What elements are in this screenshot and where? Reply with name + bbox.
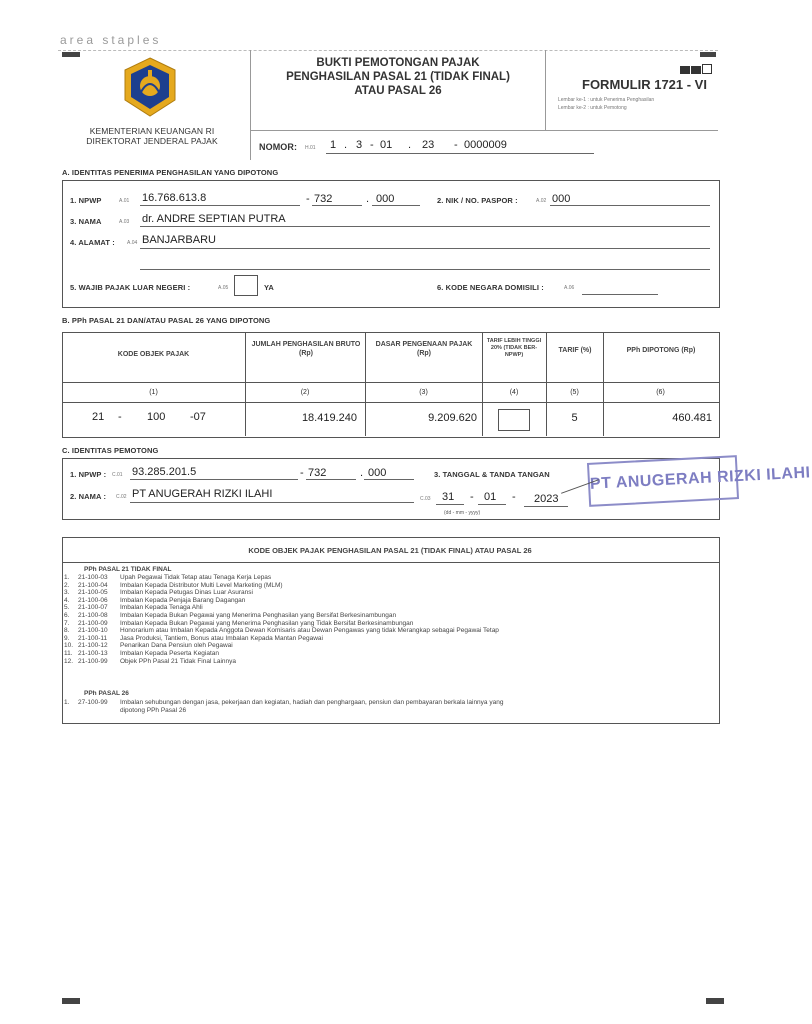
registration-mark xyxy=(700,52,716,57)
npwp-underline xyxy=(312,205,362,206)
pemotong-npwp-dot: . xyxy=(360,467,364,479)
npwp-value: 16.768.613.8 xyxy=(142,192,207,204)
title-line-2: PENGHASILAN PASAL 21 (TIDAK FINAL) xyxy=(286,71,510,83)
kode-objek-item xyxy=(64,620,714,628)
nomor-part: 1 xyxy=(330,139,337,151)
item-code: 21-100-03 xyxy=(78,574,108,581)
col-header-tarif: TARIF (%) xyxy=(558,347,592,354)
col-header-tarif-lebih: TARIF LEBIH TINGGI 20% (TIDAK BER-NPWP) xyxy=(486,338,542,358)
date-day: 31 xyxy=(442,491,455,503)
kode-objek-divider xyxy=(62,562,719,563)
col-number: (6) xyxy=(656,389,665,396)
date-dash: - xyxy=(512,491,516,503)
watermark: area staples xyxy=(60,33,162,47)
nomor-part: 0000009 xyxy=(464,139,507,151)
item-description: Imbalan sehubungan dengan jasa, pekerjaan dan kegiatan, hadiah dan penghargaan, pensiun dan pembayaran berkala lainnya yang xyxy=(120,699,504,706)
kode-objek-item xyxy=(64,612,714,620)
nomor-label: NOMOR: xyxy=(259,142,298,152)
item-number: 5. xyxy=(64,604,70,612)
col-header-kode: KODE OBJEK PAJAK xyxy=(117,351,190,358)
kode-objek-item xyxy=(64,597,714,605)
dpp-value: 9.209.620 xyxy=(428,412,477,424)
item-number: 3. xyxy=(64,589,70,597)
table-col-line xyxy=(482,332,483,436)
kode-negara-code: A.06 xyxy=(564,285,575,291)
header-divider xyxy=(250,50,251,160)
pemotong-npwp-label: 1. NPWP : xyxy=(70,470,107,479)
nomor-part: - xyxy=(370,139,374,151)
pemotong-nama-underline xyxy=(130,502,414,503)
item-description: Imbalan Kepada Peserta Kegiatan xyxy=(120,649,220,657)
nomor-underline xyxy=(326,153,594,154)
kode-objek-list xyxy=(64,574,714,665)
table-row-line xyxy=(62,402,719,403)
date-underline xyxy=(478,504,506,505)
ministry-line-1: KEMENTERIAN KEUANGAN RI xyxy=(89,126,215,136)
item-number: 2. xyxy=(64,581,70,589)
kode-objek-item xyxy=(64,650,714,658)
item-description: Upah Pegawai Tidak Tetap atau Tenaga Kerja Lepas xyxy=(120,574,272,581)
group-2-title: PPh PASAL 26 xyxy=(84,690,129,697)
item-number: 10. xyxy=(64,642,74,650)
item-number: 11. xyxy=(64,649,73,657)
nik-label: 2. NIK / NO. PASPOR : xyxy=(437,196,518,205)
nama-underline xyxy=(140,226,710,227)
date-underline xyxy=(524,506,568,507)
item-description: Imbalan Kepada Distributor Multi Level Marketing (MLM) xyxy=(120,581,283,589)
npwp-label: 1. NPWP xyxy=(70,196,102,205)
item-code: 21-100-12 xyxy=(78,642,108,650)
tanggal-label: 3. TANGGAL & TANDA TANGAN xyxy=(434,470,550,479)
item-number: 9. xyxy=(64,634,70,642)
npwp-branch: 000 xyxy=(376,193,395,205)
kode-objek-title: KODE OBJEK PAJAK PENGHASILAN PASAL 21 (TIDAK FINAL) ATAU PASAL 26 xyxy=(248,546,532,555)
section-a-title: A. IDENTITAS PENERIMA PENGHASILAN YANG DIPOTONG xyxy=(62,168,279,177)
item-description: Imbalan Kepada Bukan Pegawai yang Menerima Penghasilan yang Bersifat Berkesinambungan xyxy=(120,611,397,619)
kode-objek-part: 100 xyxy=(147,411,166,423)
form-code: FORMULIR 1721 - VI xyxy=(582,77,707,92)
lembar-1-note: Lembar ke-1 : untuk Penerima Penghasilan xyxy=(558,97,655,103)
item-description: Honorarium atau Imbalan Kepada Anggota Dewan Komisaris atau Dewan Pengawas yang tidak Merangkap sebagai Pegawai Tetap xyxy=(120,627,499,635)
npwp-kpp: 732 xyxy=(314,193,333,205)
scan-edge-line xyxy=(58,50,718,51)
item-code: 21-100-13 xyxy=(78,649,108,657)
item-code: 21-100-06 xyxy=(78,596,108,604)
lembar-2-note: Lembar ke-2 : untuk Pemotong xyxy=(558,105,627,111)
ministry-name xyxy=(62,126,242,146)
item-code: 27-100-99 xyxy=(78,699,108,706)
date-format-hint: (dd - mm - yyyy) xyxy=(444,510,481,516)
luar-negeri-code: A.05 xyxy=(218,285,229,291)
title-line-3: ATAU PASAL 26 xyxy=(354,85,442,97)
item-description: Imbalan Kepada Bukan Pegawai yang Menerima Penghasilan yang Tidak Bersifat Berkesinambungan xyxy=(120,619,414,627)
pemotong-npwp-branch: 000 xyxy=(368,467,387,479)
nik-underline xyxy=(550,205,710,206)
npwp-code: A.01 xyxy=(119,198,130,204)
npwp-underline xyxy=(140,205,300,206)
group-1-title: PPh PASAL 21 TIDAK FINAL xyxy=(84,566,172,573)
kode-objek-item xyxy=(64,582,714,590)
col-header-bruto: JUMLAH PENGHASILAN BRUTO (Rp) xyxy=(251,341,361,357)
item-description: Imbalan Kepada Petugas Dinas Luar Asuransi xyxy=(120,589,253,597)
item-description-continued: dipotong PPh Pasal 26 xyxy=(120,706,187,714)
item-description: Jasa Produksi, Tantiem, Bonus atau Imbalan Kepada Mantan Pegawai xyxy=(120,634,323,642)
document-title xyxy=(252,56,544,98)
kode-objek-part: -07 xyxy=(190,411,206,423)
kode-objek-part: 21 xyxy=(92,411,105,423)
pemotong-npwp-value: 93.285.201.5 xyxy=(132,466,197,478)
pemotong-nama-code: C.02 xyxy=(116,494,127,500)
nomor-part: 23 xyxy=(422,139,435,151)
kode-objek-item xyxy=(64,635,714,643)
date-underline xyxy=(436,504,464,505)
luar-negeri-label: 5. WAJIB PAJAK LUAR NEGERI : xyxy=(70,283,191,292)
header-divider xyxy=(250,130,718,131)
item-description: Imbalan Kepada Penjaja Barang Dagangan xyxy=(120,596,246,604)
nik-value: 000 xyxy=(552,193,571,205)
pemotong-npwp-dash: - xyxy=(300,467,304,479)
item-code: 21-100-05 xyxy=(78,589,108,597)
kode-objek-item xyxy=(64,699,714,707)
date-dash: - xyxy=(470,491,474,503)
item-code: 21-100-10 xyxy=(78,627,108,635)
date-month: 01 xyxy=(484,491,497,503)
kode-objek-item xyxy=(64,589,714,597)
item-code: 21-100-04 xyxy=(78,581,108,589)
pph-value: 460.481 xyxy=(672,412,712,424)
pemotong-npwp-underline xyxy=(364,479,414,480)
bruto-value: 18.419.240 xyxy=(301,412,357,424)
ministry-line-2: DIREKTORAT JENDERAL PAJAK xyxy=(86,136,218,146)
nik-code: A.02 xyxy=(536,198,547,204)
date-year: 2023 xyxy=(534,493,559,505)
pemotong-nama-label: 2. NAMA : xyxy=(70,492,107,501)
pemotong-nama-value: PT ANUGERAH RIZKI ILAHI xyxy=(132,488,273,500)
nama-code: A.03 xyxy=(119,219,130,225)
alamat-value: BANJARBARU xyxy=(142,234,216,246)
ya-label: YA xyxy=(264,283,274,292)
col-number: (2) xyxy=(300,389,310,396)
item-code: 21-100-09 xyxy=(78,619,108,627)
kode-objek-item xyxy=(64,604,714,612)
npwp-dot: . xyxy=(366,193,370,205)
col-number: (1) xyxy=(149,389,158,396)
kode-objek-item xyxy=(64,642,714,650)
kode-negara-underline xyxy=(582,294,658,295)
item-code: 21-100-11 xyxy=(78,634,108,642)
header-divider xyxy=(545,50,546,130)
kode-objek-dash: - xyxy=(118,411,122,423)
pemotong-npwp-kpp: 732 xyxy=(308,467,327,479)
section-b-title: B. PPh PASAL 21 DAN/ATAU PASAL 26 YANG DIPOTONG xyxy=(62,316,271,325)
item-number: 6. xyxy=(64,611,70,619)
table-row-line xyxy=(62,382,719,383)
col-number: (4) xyxy=(509,389,519,396)
item-number: 1. xyxy=(64,574,70,581)
registration-mark xyxy=(706,998,724,1004)
item-description: Penarikan Dana Pensiun oleh Pegawai xyxy=(120,642,233,650)
nomor-part: - xyxy=(454,139,458,151)
kode-objek-item xyxy=(64,574,714,582)
col-header-dpp: DASAR PENGENAAN PAJAK (Rp) xyxy=(375,341,473,357)
title-line-1: BUKTI PEMOTONGAN PAJAK xyxy=(316,57,480,69)
section-c-title: C. IDENTITAS PEMOTONG xyxy=(62,446,159,455)
alamat-underline xyxy=(140,248,710,249)
col-header-pph: PPh DIPOTONG (Rp) xyxy=(626,347,696,354)
item-number: 12. xyxy=(64,657,74,665)
col-number: (3) xyxy=(419,389,428,396)
ministry-logo-icon xyxy=(117,56,183,118)
pemotong-npwp-underline xyxy=(306,479,356,480)
item-description: Objek PPh Pasal 21 Tidak Final Lainnya xyxy=(120,657,236,665)
item-number: 8. xyxy=(64,627,70,635)
nomor-part: 3 xyxy=(356,139,363,151)
item-number: 1. xyxy=(64,699,70,706)
npwp-underline xyxy=(372,205,420,206)
alamat-code: A.04 xyxy=(127,240,138,246)
item-code: 21-100-08 xyxy=(78,611,108,619)
nama-value: dr. ANDRE SEPTIAN PUTRA xyxy=(142,213,286,225)
registration-mark xyxy=(62,52,80,57)
date-code: C.03 xyxy=(420,496,431,502)
tarif-lebih-checkbox[interactable] xyxy=(498,409,530,431)
item-number: 4. xyxy=(64,596,70,604)
nomor-part: . xyxy=(408,139,412,151)
item-code: 21-100-99 xyxy=(78,657,108,665)
nomor-code: H.01 xyxy=(305,145,316,151)
item-description: Imbalan Kepada Tenaga Ahli xyxy=(120,604,203,612)
luar-negeri-checkbox[interactable] xyxy=(234,275,258,296)
pemotong-npwp-underline xyxy=(130,479,298,480)
kode-objek-item xyxy=(64,658,714,666)
item-code: 21-100-07 xyxy=(78,604,108,612)
company-stamp: PT ANUGERAH RIZKI ILAHI xyxy=(587,455,739,507)
npwp-dash: - xyxy=(306,193,310,205)
nomor-part: . xyxy=(344,139,348,151)
kode-objek-item xyxy=(64,627,714,635)
tarif-value: 5 xyxy=(571,412,578,424)
alamat-underline xyxy=(140,269,710,270)
alamat-label: 4. ALAMAT : xyxy=(70,238,115,247)
nama-label: 3. NAMA xyxy=(70,217,102,226)
kode-negara-label: 6. KODE NEGARA DOMISILI : xyxy=(437,283,544,292)
registration-mark xyxy=(62,998,80,1004)
nomor-part: 01 xyxy=(380,139,393,151)
col-number: (5) xyxy=(570,389,579,396)
pemotong-npwp-code: C.01 xyxy=(112,472,123,478)
item-number: 7. xyxy=(64,619,70,627)
kode-objek-list-26 xyxy=(64,699,714,714)
